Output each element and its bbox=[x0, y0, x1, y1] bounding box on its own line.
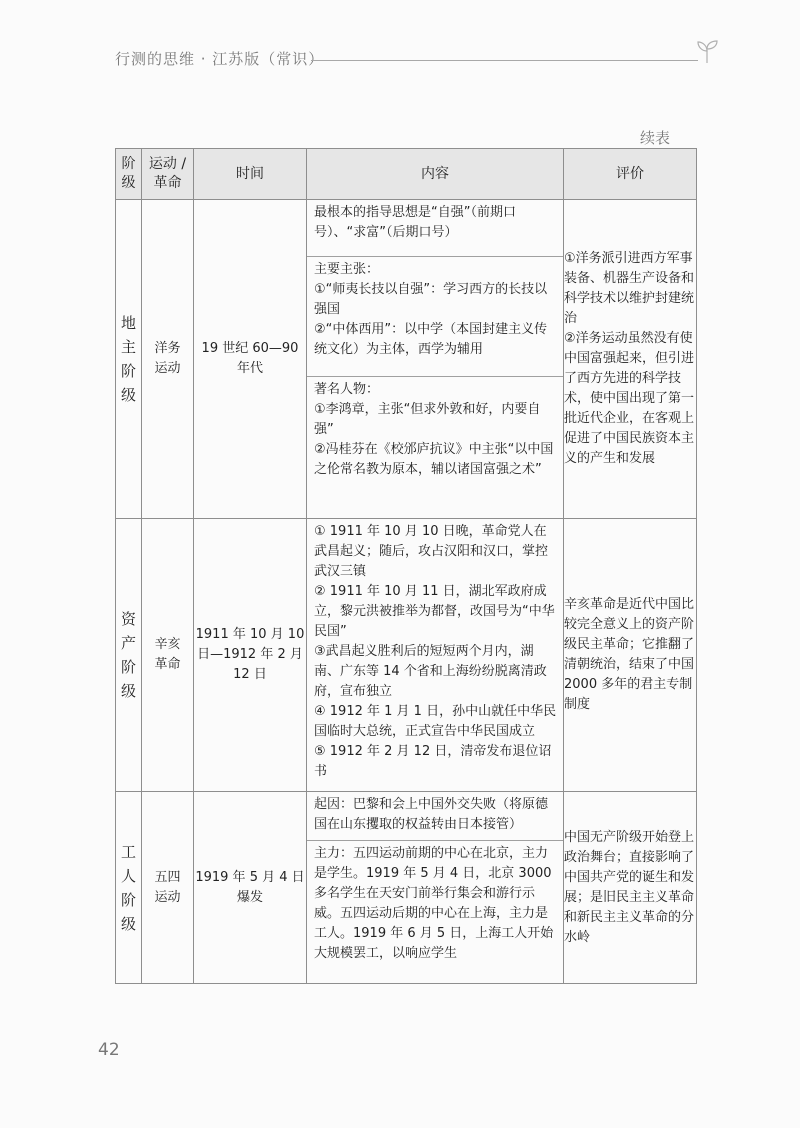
header-time: 时间 bbox=[194, 149, 307, 200]
content-item: 最根本的指导思想是“自强”（前期口号）、“求富”（后期口号） bbox=[307, 200, 563, 257]
class-cell: 工人阶级 bbox=[116, 792, 142, 984]
header-movement: 运动 / 革命 bbox=[142, 149, 194, 200]
table-row bbox=[116, 792, 697, 984]
content-cell bbox=[307, 792, 564, 984]
sprout-icon bbox=[694, 38, 720, 64]
time-cell: 1919 年 5 月 4 日爆发 bbox=[194, 792, 307, 984]
movement-cell: 五四运动 bbox=[142, 792, 194, 984]
table-row bbox=[116, 200, 697, 519]
movement-cell: 洋务运动 bbox=[142, 200, 194, 519]
header-class: 阶级 bbox=[116, 149, 142, 200]
content-item: 主要主张： ①“师夷长技以自强”：学习西方的长技以强国 ②“中体西用”：以中学（本国封建主义传统文化）为主体，西学为辅用 bbox=[307, 257, 563, 377]
evaluation-cell: 辛亥革命是近代中国比较完全意义上的资产阶级民主革命；它推翻了清朝统治，结束了中国 2000 多年的君主专制制度 bbox=[564, 519, 697, 792]
time-cell: 1911 年 10 月 10 日—1912 年 2 月 12 日 bbox=[194, 519, 307, 792]
class-cell: 资产阶级 bbox=[116, 519, 142, 792]
header-rule bbox=[311, 60, 698, 61]
time-cell: 19 世纪 60—90 年代 bbox=[194, 200, 307, 519]
movement-cell: 辛亥革命 bbox=[142, 519, 194, 792]
content-item: 起因：巴黎和会上中国外交失败（将原德国在山东攫取的权益转由日本接管） bbox=[307, 792, 563, 841]
page-number: 42 bbox=[98, 1040, 120, 1060]
table-header-row bbox=[116, 149, 697, 200]
content-cell bbox=[307, 519, 564, 792]
book-title: 行测的思维 · 江苏版（常识） bbox=[115, 50, 325, 68]
header-evaluation: 评价 bbox=[564, 149, 697, 200]
header-content: 内容 bbox=[307, 149, 564, 200]
content-item: 主力：五四运动前期的中心在北京，主力是学生。1919 年 5 月 4 日，北京 3000 多名学生在天安门前举行集会和游行示威。五四运动后期的中心在上海，主力是工人。1919 年 6 月 5 日，上海工人开始大规模罢工，以响应学生 bbox=[314, 846, 554, 961]
history-table bbox=[115, 148, 697, 984]
continued-label: 续表 bbox=[639, 129, 670, 147]
class-cell: 地主阶级 bbox=[116, 200, 142, 519]
table-row bbox=[116, 519, 697, 792]
page-header bbox=[115, 48, 720, 72]
content-item: 著名人物： ①李鸿章，主张“但求外敦和好，内要自强” ②冯桂芬在《校邠庐抗议》中主张“以中国之伦常名教为原本，辅以诸国富强之术” bbox=[314, 382, 554, 477]
content-item: ① 1911 年 10 月 10 日晚，革命党人在武昌起义；随后，攻占汉阳和汉口，掌控武汉三镇 ② 1911 年 10 月 11 日，湖北军政府成立，黎元洪被推举为都督，改国号为“中华民国” ③武昌起义胜利后的短短两个月内，湖南、广东等 14 个省和上海纷纷脱离清政府，宣布独立 ④ 1912 年 1 月 1 日，孙中山就任中华民国临时大总统，正式宣告中华民国成立 ⑤ 1912 年 2 月 12 日，清帝发布退位诏书 bbox=[314, 524, 557, 779]
content-cell bbox=[307, 200, 564, 519]
evaluation-cell: ①洋务派引进西方军事装备、机器生产设备和科学技术以维护封建统治 ②洋务运动虽然没有使中国富强起来，但引进了西方先进的科学技术，使中国出现了第一批近代企业，在客观上促进了中国民族资本主义的产生和发展 bbox=[564, 200, 697, 519]
evaluation-cell: 中国无产阶级开始登上政治舞台；直接影响了中国共产党的诞生和发展；是旧民主主义革命和新民主主义革命的分水岭 bbox=[564, 792, 697, 984]
